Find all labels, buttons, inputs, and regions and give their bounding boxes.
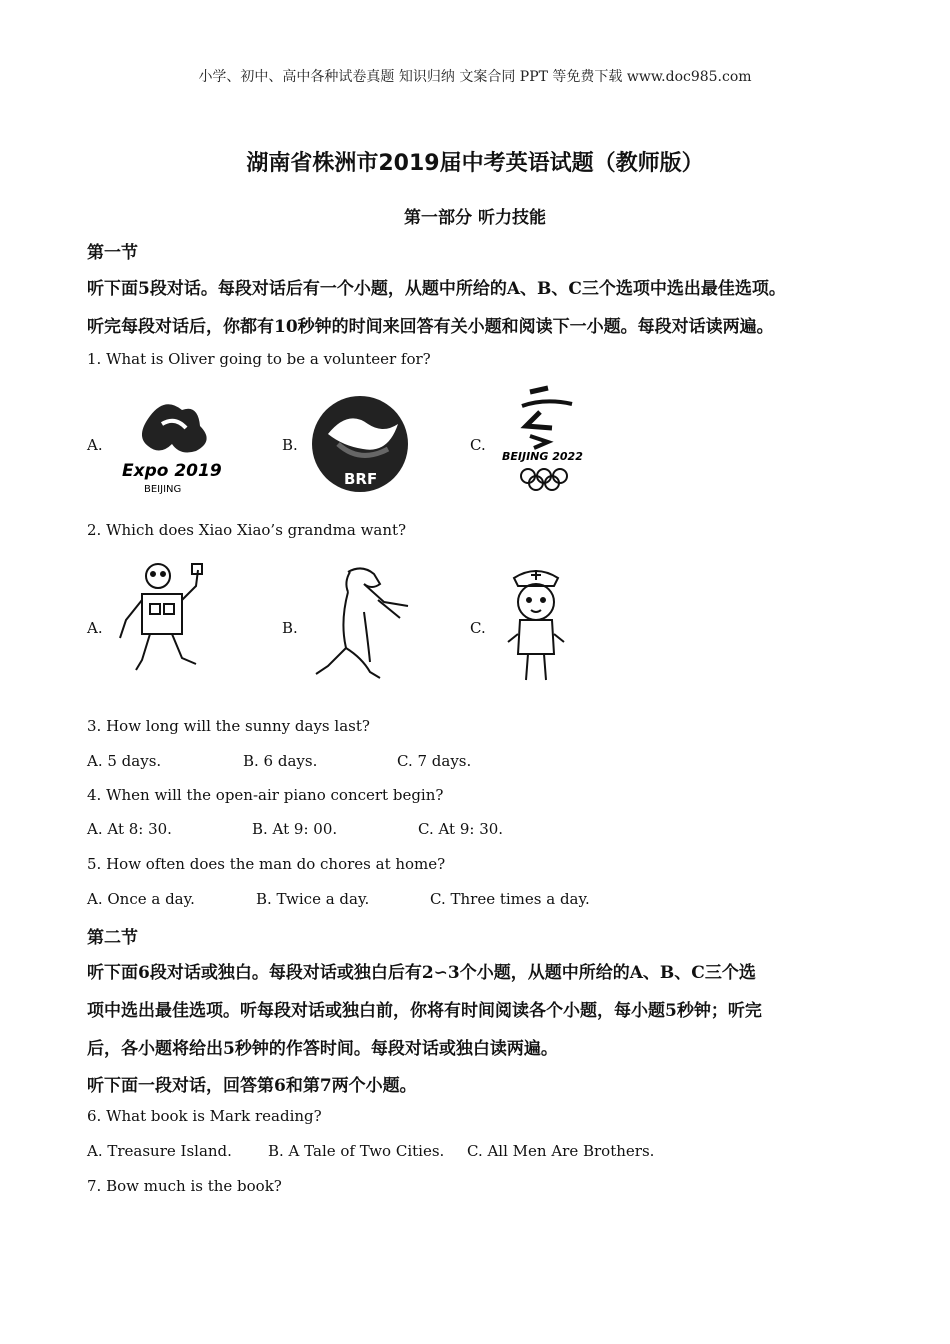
q1-option-b-label: B. (282, 436, 298, 454)
q3-option-b: B. 6 days. (243, 752, 318, 770)
q6-option-b: B. A Tale of Two Cities. (268, 1142, 445, 1160)
section1-instruction-1: 听下面5段对话。每段对话后有一个小题，从题中所给的A、B、C三个选项中选出最佳选项。 (87, 279, 786, 299)
q3-option-c: C. 7 days. (397, 752, 472, 770)
brf-logo-text: BRF (344, 470, 378, 488)
question-7: 7. Bow much is the book? (87, 1177, 282, 1195)
q2-option-a-label: A. (87, 619, 103, 637)
question-2: 2. Which does Xiao Xiao’s grandma want? (87, 521, 407, 539)
section2-instruction-1: 听下面6段对话或独白。每段对话或独白后有2∽3个小题，从题中所给的A、B、C三个选 (87, 963, 756, 983)
q6-option-a: A. Treasure Island. (87, 1142, 232, 1160)
page-header: 小学、初中、高中各种试卷真题 知识归纳 文案合同 PPT 等免费下载 www.doc985.com (198, 69, 752, 85)
q3-option-a: A. 5 days. (87, 752, 162, 770)
question-4: 4. When will the open-air piano concert begin? (87, 786, 444, 804)
q1-option-c-label: C. (470, 436, 486, 454)
brf-logo (308, 394, 413, 494)
q2-option-b-label: B. (282, 619, 298, 637)
nurse-picture (496, 564, 581, 684)
question-5: 5. How often does the man do chores at home? (87, 855, 446, 873)
section2-heading: 第二节 (87, 928, 138, 948)
page-title: 湖南省株洲市2019届中考英语试题（教师版） (246, 151, 704, 176)
section1-heading: 第一节 (87, 243, 138, 263)
section2-instruction-3: 后，各小题将给出5秒钟的作答时间。每段对话或独白读两遍。 (87, 1039, 558, 1059)
robot-picture (106, 560, 211, 675)
question-1: 1. What is Oliver going to be a volunteer for? (87, 350, 431, 368)
section2-sub-instruction: 听下面一段对话，回答第6和第7两个小题。 (87, 1076, 417, 1096)
beijing-logo-text: BEIJING 2022 (502, 450, 583, 463)
q4-option-b: B. At 9: 00. (252, 820, 338, 838)
q5-option-c: C. Three times a day. (430, 890, 590, 908)
q1-option-a-label: A. (87, 436, 103, 454)
q4-option-c: C. At 9: 30. (418, 820, 504, 838)
q5-option-a: A. Once a day. (87, 890, 195, 908)
expo-2019-logo (120, 396, 230, 496)
q4-option-a: A. At 8: 30. (87, 820, 172, 838)
question-3: 3. How long will the sunny days last? (87, 717, 370, 735)
part-title: 第一部分 听力技能 (404, 208, 546, 228)
question-6: 6. What book is Mark reading? (87, 1107, 322, 1125)
expo-logo-subtext: BEIJING (144, 484, 182, 495)
dog-picture (308, 562, 413, 682)
beijing-2022-logo (500, 384, 600, 494)
q5-option-b: B. Twice a day. (256, 890, 370, 908)
q2-option-c-label: C. (470, 619, 486, 637)
section2-instruction-2: 项中选出最佳选项。听每段对话或独白前，你将有时间阅读各个小题，每小题5秒钟；听完 (87, 1001, 762, 1021)
q6-option-c: C. All Men Are Brothers. (467, 1142, 655, 1160)
section1-instruction-2: 听完每段对话后，你都有10秒钟的时间来回答有关小题和阅读下一小题。每段对话读两遍。 (87, 317, 774, 337)
expo-logo-text: Expo 2019 (122, 461, 222, 481)
